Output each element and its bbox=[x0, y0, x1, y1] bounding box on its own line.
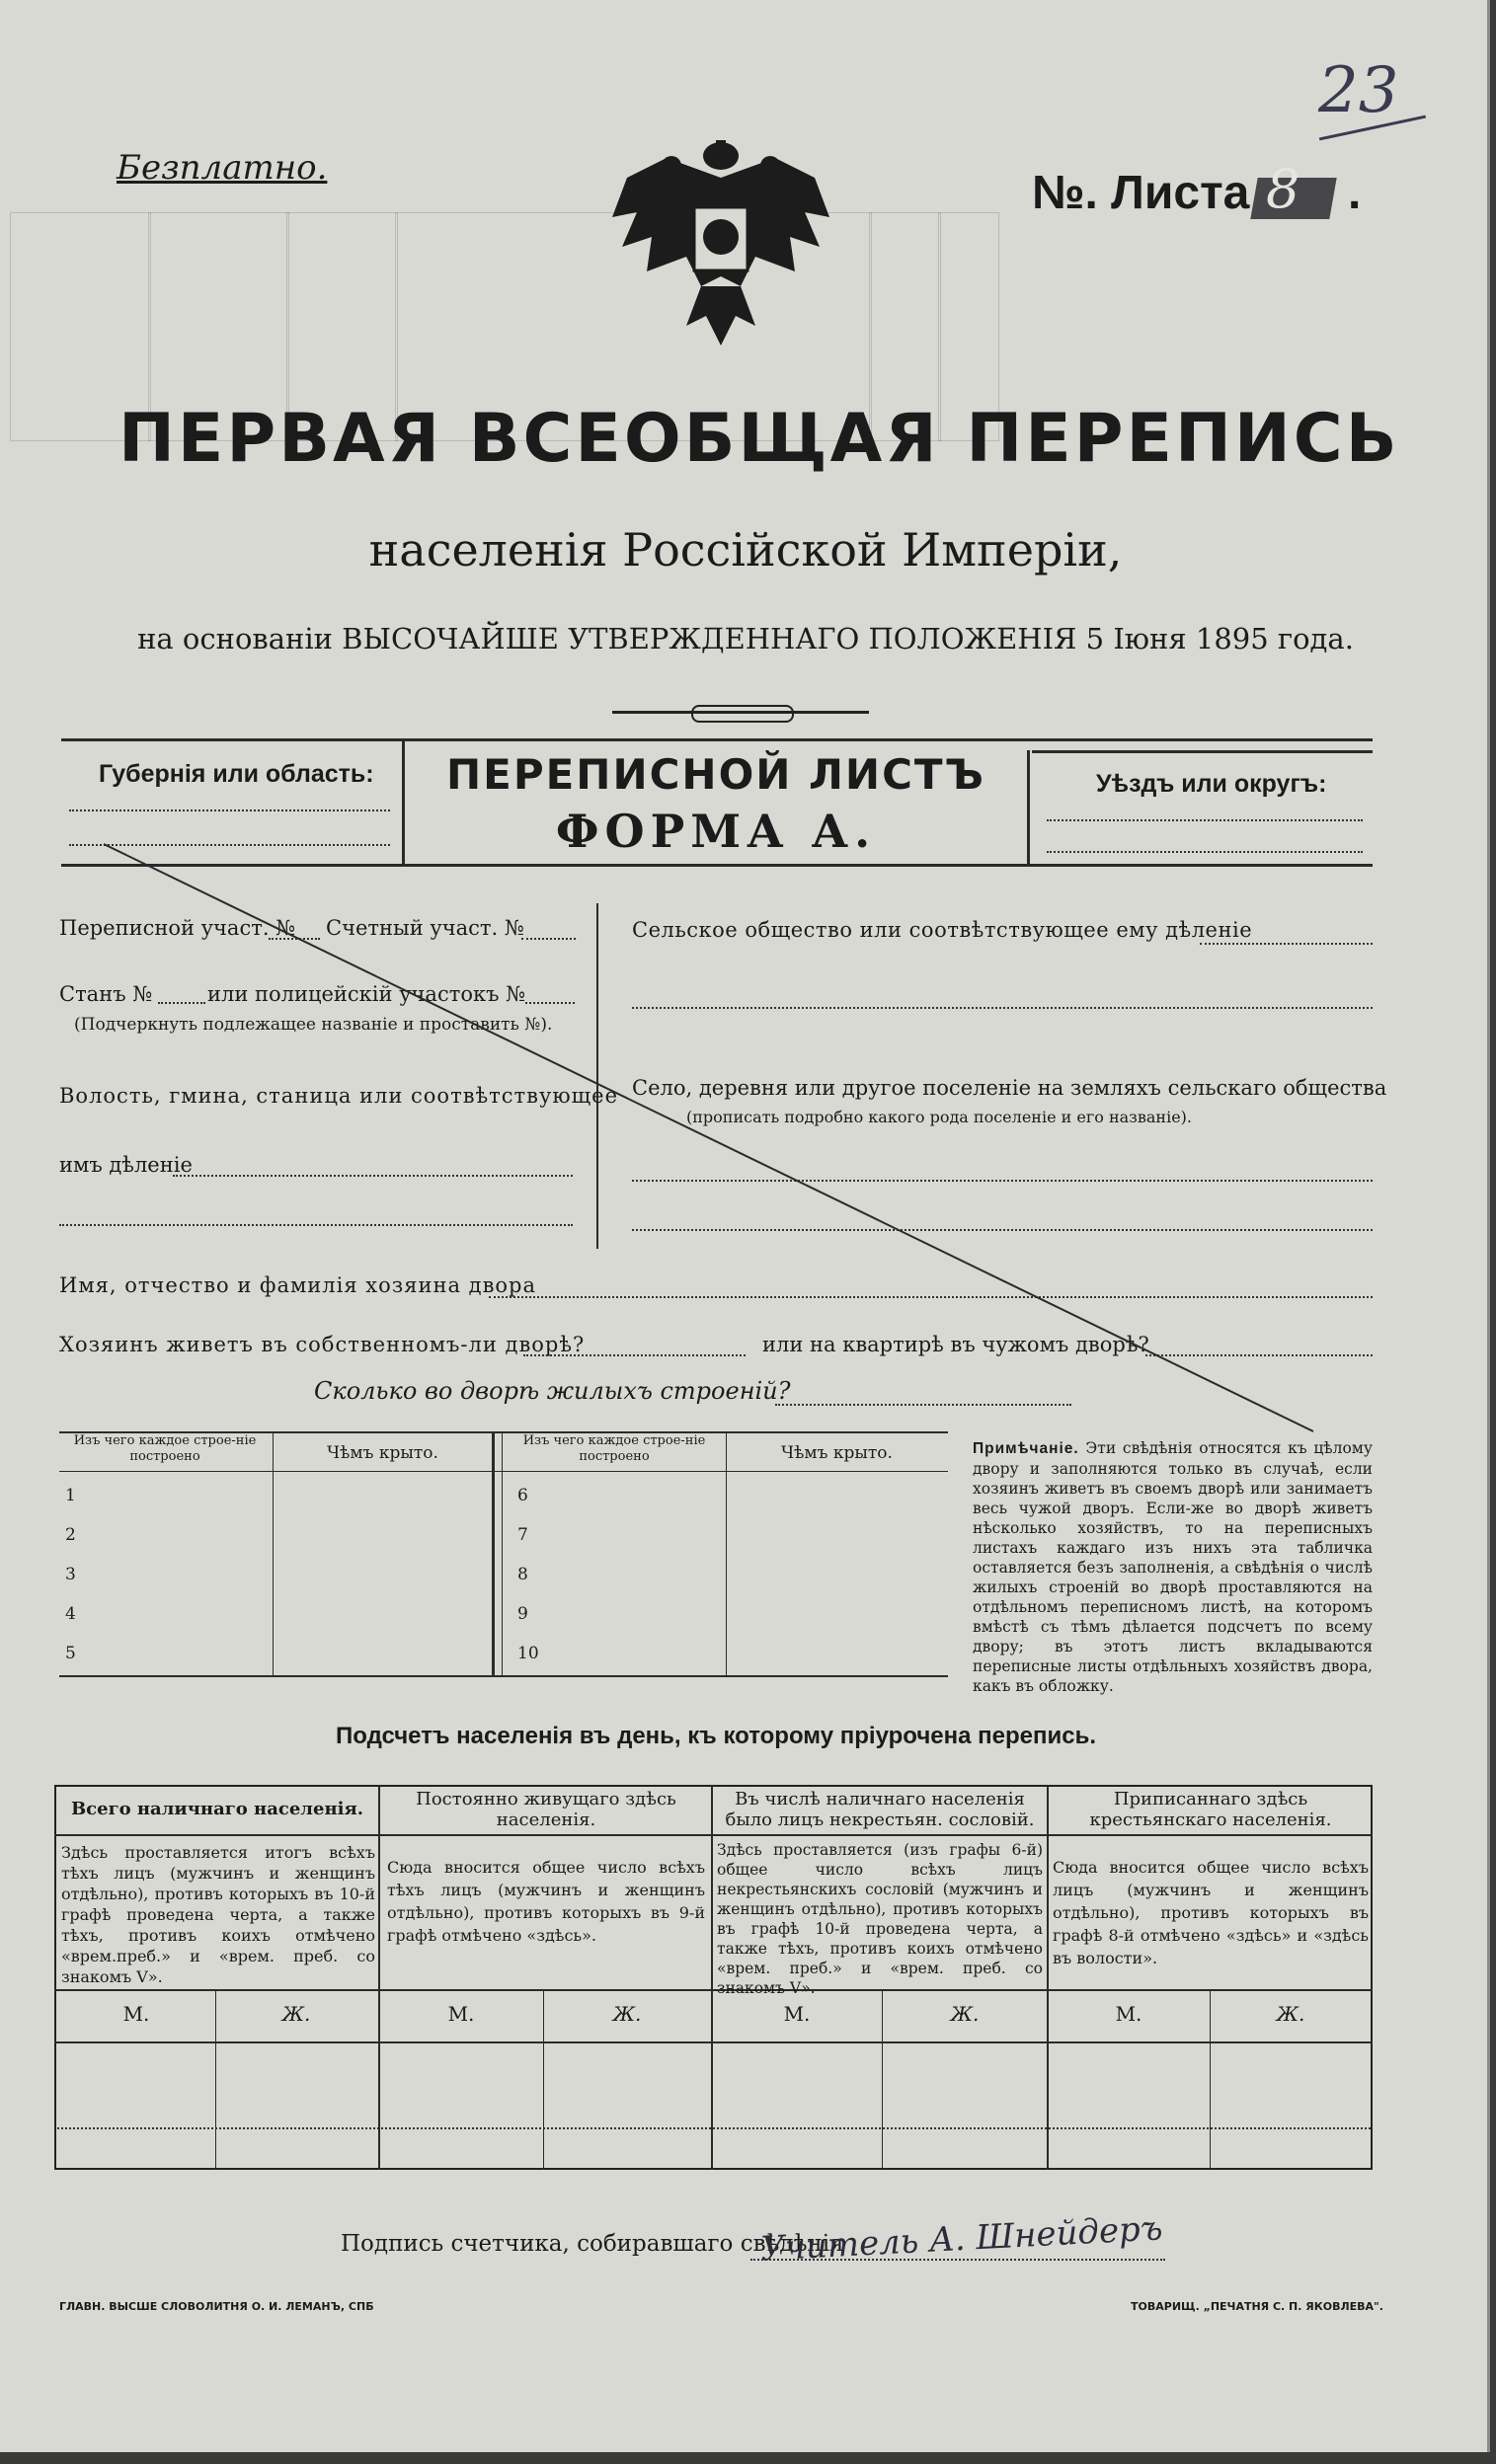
table-row: 9 bbox=[517, 1604, 528, 1624]
col2-zh-header: Ж. bbox=[612, 2002, 642, 2026]
selskoe-label: Сельское общество или соотвѣтствующее ему дѣленіе bbox=[632, 918, 1253, 942]
politseisky-label: или полицейскій участокъ № bbox=[207, 982, 526, 1006]
col3-zh-header: Ж. bbox=[950, 2002, 980, 2026]
count-col2-title: Постоянно живущаго здѣсь населенія. bbox=[416, 1789, 676, 1830]
form-subtitle: ФОРМА А. bbox=[555, 805, 877, 858]
selo-note: (прописать подробно какого рода поселеніе и его названіе). bbox=[686, 1108, 1192, 1126]
col1-zh-header: Ж. bbox=[281, 2002, 311, 2026]
col4-zh-header: Ж. bbox=[1276, 2002, 1305, 2026]
kvartira-label: или на квартирѣ въ чужомъ дворѣ? bbox=[762, 1333, 1149, 1356]
table-row: 10 bbox=[517, 1644, 539, 1663]
col2-m-header: М. bbox=[447, 2002, 475, 2026]
buildings-col2-header-right: Чѣмъ крыто. bbox=[781, 1443, 893, 1463]
uezd-label: Уѣздъ или округъ: bbox=[1096, 770, 1327, 798]
uchastok-label: Переписной участ. № bbox=[59, 916, 296, 940]
table-row: 4 bbox=[65, 1604, 76, 1624]
buildings-col2-header-left: Чѣмъ крыто. bbox=[327, 1443, 438, 1463]
corner-page-number: 23 bbox=[1318, 54, 1399, 127]
count-col3-desc: Здѣсь проставляется (изъ графы 6-й) общее число всѣхъ лицъ некрестьянскихъ сословій (мужчинъ и женщинъ отдѣльно), противъ которыхъ въ графѣ 10-й проведена черта, а также тѣхъ, противъ коихъ отмѣчено «врем. преб.» и «врем. преб. со знакомъ V». bbox=[717, 1841, 1043, 1997]
zhivet-label: Хозяинъ живетъ въ собственномъ-ли дворѣ? bbox=[59, 1333, 586, 1356]
count-col4-desc: Сюда вносится общее число всѣхъ лицъ (мужчинъ и женщинъ отдѣльно), противъ которыхъ въ графѣ 8-й отмѣчено «здѣсь» и «здѣсь въ волости». bbox=[1053, 1858, 1369, 1967]
note-text: Эти свѣдѣнія относятся къ цѣлому двору и заполняются только въ случаѣ, если хозяинъ живетъ въ своемъ дворѣ или занимаетъ весь чужой дворъ. Если-же во дворѣ живетъ нѣсколько хозяйствъ, то на переписныхъ листахъ каждаго изъ нихъ эта табличка оставляется безъ заполненія, а свѣдѣнія о числѣ жилыхъ строеній во дворѣ проставляются на отдѣльномъ переписномъ листѣ, на которомъ вмѣстѣ съ тѣмъ дѣлается подсчетъ по всему двору; въ этотъ листъ вкладываются переписные листы отдѣльныхъ хозяйствъ двора, какъ въ обложку. bbox=[973, 1439, 1373, 1695]
table-row: 3 bbox=[65, 1565, 76, 1584]
census-title: ПЕРВАЯ ВСЕОБЩАЯ ПЕРЕПИСЬ bbox=[118, 400, 1400, 478]
stroeniy-label: Сколько во дворѣ жилыхъ строеній? bbox=[314, 1377, 791, 1405]
gubernia-label: Губернія или область: bbox=[99, 760, 374, 788]
note-heading: Примѣчаніе. bbox=[973, 1440, 1079, 1457]
imya-delenie-label: имъ дѣленіе bbox=[59, 1153, 193, 1177]
free-label: Безплатно. bbox=[117, 148, 328, 188]
census-basis: на основаніи ВЫСОЧАЙШЕ УТВЕРЖДЕННАГО ПОЛОЖЕНІЯ 5 Іюня 1895 года. bbox=[137, 622, 1354, 655]
col3-m-header: М. bbox=[783, 2002, 811, 2026]
table-row: 8 bbox=[517, 1565, 528, 1584]
count-col3-title: Въ числѣ наличнаго населенія было лицъ некрестьян. сословій. bbox=[725, 1789, 1035, 1830]
census-sheet: Безплатно. №. Листа 8 . 23 ПЕРВАЯ ВСЕОБЩАЯ ПЕРЕПИСЬ населенія Россійской Имперіи, на основаніи ВЫСОЧАЙШЕ УТВЕРЖДЕННАГО ПОЛОЖЕНІЯ 5 Іюня 1895 года. Губернія или область: ПЕРЕПИСНОЙ ЛИСТЪ ФОРМА А. Уѣздъ или округъ: Переписной участ. № Счетный участ. № Станъ № или полицейскій участокъ № (Подчеркнуть подлежащее названіе и проставить №). Волость, гмина, станица или соотвѣтствующее имъ дѣленіе Сельское общество или соотвѣтствующее ему дѣленіе Село, деревня или другое поселеніе на земляхъ сельскаго общества (прописать подробно какого рода поселеніе и его названіе). Имя, отчество и фамилія хозяина двора Хозяинъ живетъ въ собственномъ-ли дворѣ? или на квартирѣ въ чужомъ дворѣ? Сколько во дворѣ жилыхъ строеній? Изъ чего каждое строе-ніе построено Чѣмъ крыто. Изъ чего каждое строе-ніе построено Чѣмъ крыто. 1 2 3 4 5 6 7 8 9 10 Примѣчаніе. Эти свѣдѣнія относятся къ цѣлому двору и заполняются только въ случаѣ, если хозяинъ живетъ въ своемъ дворѣ или занимаетъ весь чужой дворъ. Если-же во дворѣ живетъ нѣсколько хозяйствъ, то на переписныхъ листахъ каждаго изъ нихъ эта табличка оставляется безъ заполненія, а свѣдѣнія о числѣ жилыхъ строеній во дворѣ проставляются на отдѣльномъ переписномъ листѣ, на которомъ вмѣстѣ съ тѣмъ дѣлается подсчетъ по всему двору; въ этотъ листъ вкладываются переписные листы отдѣльныхъ хозяйствъ двора, какъ въ обложку. Подсчетъ населенія въ день, къ которому пріурочена перепись. Всего наличнаго населенія. Здѣсь проставляется итогъ всѣхъ тѣхъ лицъ (мужчинъ и женщинъ отдѣльно), противъ которыхъ въ 10-й графѣ проведена черта, а также тѣхъ, противъ коихъ отмѣчено «врем.преб.» и «врем. преб. со знакомъ V». Постоянно живущаго здѣсь населенія. Сюда вносится общее число всѣхъ тѣхъ лицъ (мужчинъ и женщинъ отдѣльно), противъ которыхъ въ 9-й графѣ отмѣчено «здѣсь». Въ числѣ наличнаго населенія было лицъ некрестьян. сословій. Здѣсь проставляется (изъ графы 6-й) общее число всѣхъ лицъ некрестьянскихъ сословій (мужчинъ и женщинъ отдѣльно), противъ которыхъ въ графѣ 10-й проведена черта, а также тѣхъ, противъ коихъ отмѣчено «врем. преб.» и «врем. преб. со знакомъ V». Приписаннаго здѣсь крестьянскаго населенія. Сюда вносится общее число всѣхъ лицъ (мужчинъ и женщинъ отдѣльно), противъ которыхъ въ графѣ 8-й отмѣчено «здѣсь» и «здѣсь въ волости». М. Ж. М. Ж. М. Ж. М. Ж. Подпись счетчика, собиравшаго свѣдѣнія Учитель А. Шнейдеръ ГЛАВН. ВЫСШЕ СЛОВОЛИТНЯ О. И. ЛЕМАНЪ, СПБ ТОВАРИЩ. „ПЕЧАТНЯ С. П. ЯКОВЛЕВА". bbox=[0, 0, 1490, 2452]
buildings-col1-header-left: Изъ чего каждое строе-ніе построено bbox=[73, 1433, 257, 1464]
census-subtitle: населенія Россійской Имперіи, bbox=[368, 523, 1123, 577]
col4-m-header: М. bbox=[1115, 2002, 1142, 2026]
table-row: 5 bbox=[65, 1644, 76, 1663]
sheet-number-label: №. Листа bbox=[1032, 167, 1250, 219]
schetny-label: Счетный участ. № bbox=[326, 916, 524, 940]
buildings-col1-header-right: Изъ чего каждое строе-ніе построено bbox=[522, 1433, 706, 1464]
sheet-number-value: 8 bbox=[1266, 158, 1300, 220]
footer-printer-left: ГЛАВН. ВЫСШЕ СЛОВОЛИТНЯ О. И. ЛЕМАНЪ, СПБ bbox=[59, 2300, 374, 2313]
selo-label: Село, деревня или другое поселеніе на земляхъ сельскаго общества bbox=[632, 1076, 1387, 1100]
table-row: 1 bbox=[65, 1486, 76, 1505]
count-col2-desc: Сюда вносится общее число всѣхъ тѣхъ лицъ (мужчинъ и женщинъ отдѣльно), противъ которыхъ въ 9-й графѣ отмѣчено «здѣсь». bbox=[387, 1858, 705, 1945]
count-col4-title: Приписаннаго здѣсь крестьянскаго населенія. bbox=[1089, 1789, 1332, 1830]
table-row: 2 bbox=[65, 1525, 76, 1545]
buildings-rows-left bbox=[65, 1476, 76, 1673]
hozyain-label: Имя, отчество и фамилія хозяина двора bbox=[59, 1273, 537, 1297]
signature-value: Учитель А. Шнейдеръ bbox=[759, 2208, 1164, 2270]
stan-label: Станъ № bbox=[59, 982, 153, 1006]
buildings-note bbox=[973, 1438, 1373, 1696]
signature-label: Подпись счетчика, собиравшаго свѣдѣнія bbox=[341, 2231, 844, 2257]
table-row: 6 bbox=[517, 1486, 528, 1505]
volost-label: Волость, гмина, станица или соотвѣтствующее bbox=[59, 1084, 619, 1108]
table-row: 7 bbox=[517, 1525, 528, 1545]
underline-note: (Подчеркнуть подлежащее названіе и проставить №). bbox=[74, 1015, 553, 1035]
count-col1-title: Всего наличнаго населенія. bbox=[70, 1799, 364, 1819]
count-col1-desc: Здѣсь проставляется итогъ всѣхъ тѣхъ лицъ (мужчинъ и женщинъ отдѣльно), противъ которыхъ въ 10-й графѣ проведена черта, а также тѣхъ, противъ коихъ отмѣчено «врем.преб.» и «врем. преб. со знакомъ V». bbox=[61, 1843, 375, 1986]
buildings-rows-right bbox=[517, 1476, 539, 1673]
col1-m-header: М. bbox=[122, 2002, 150, 2026]
footer-printer-right: ТОВАРИЩ. „ПЕЧАТНЯ С. П. ЯКОВЛЕВА". bbox=[1131, 2300, 1383, 2313]
form-title: ПЕРЕПИСНОЙ ЛИСТЪ bbox=[445, 750, 986, 799]
count-heading: Подсчетъ населенія въ день, къ которому пріурочена перепись. bbox=[336, 1723, 1096, 1749]
